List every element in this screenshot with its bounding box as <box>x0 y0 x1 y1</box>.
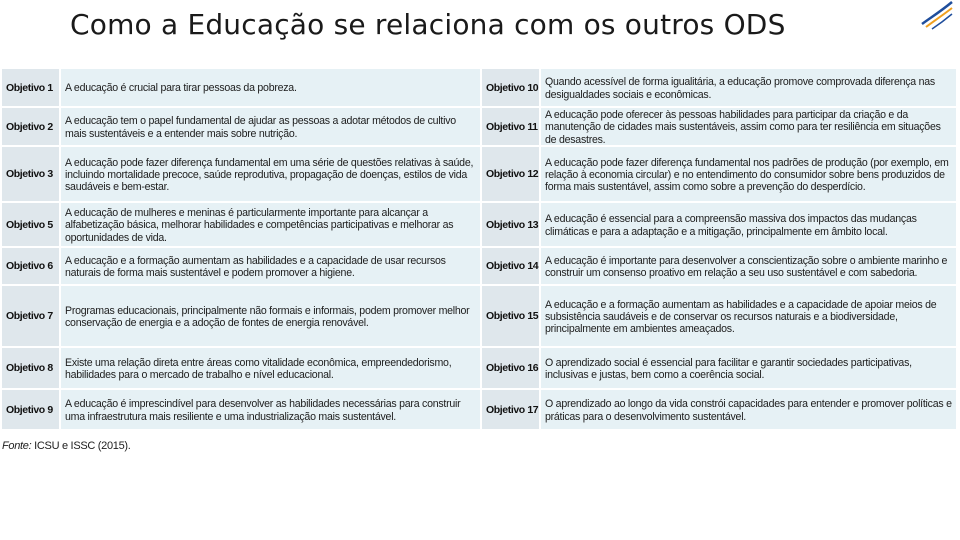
objective-text: Existe uma relação direta entre áreas como vitalidade econômica, empreendedorismo, habilidades para o mercado de trabalho e nível educacional. <box>59 348 480 390</box>
table-row <box>482 203 956 248</box>
table-row <box>482 147 956 203</box>
table-row <box>482 286 956 348</box>
table-row <box>482 108 956 147</box>
page-title: Como a Educação se relaciona com os outros ODS <box>70 8 786 41</box>
objective-label: Objetivo 13 <box>482 203 539 248</box>
table-row <box>2 69 480 108</box>
table-row <box>2 286 480 348</box>
objective-text: A educação é essencial para a compreensão massiva dos impactos das mudanças climáticas e para a adaptação e a mitigação, principalmente em âmbito local. <box>539 203 956 248</box>
objective-text: A educação tem o papel fundamental de ajudar as pessoas a adotar métodos de cultivo mais sustentáveis e a entender mais sobre nutrição. <box>59 108 480 147</box>
objective-text: A educação pode oferecer às pessoas habilidades para participar da criação e da manutenção de cidades mais sustentáveis, assim como para ter resiliência em situações de desastres. <box>539 108 956 147</box>
table-row <box>482 348 956 390</box>
table-row <box>482 69 956 108</box>
objective-text: A educação e a formação aumentam as habilidades e a capacidade de apoiar meios de subsistência saudáveis e de conservar os recursos naturais e a biodiversidade, principalmente em ambientes ameaçados. <box>539 286 956 348</box>
objective-text: Quando acessível de forma igualitária, a educação promove comprovada diferença nas desigualdades sociais e econômicas. <box>539 69 956 108</box>
objective-label: Objetivo 14 <box>482 248 539 286</box>
source-note <box>2 440 131 452</box>
objective-label: Objetivo 12 <box>482 147 539 203</box>
table-row <box>482 248 956 286</box>
objective-label: Objetivo 6 <box>2 248 59 286</box>
objective-text: A educação é imprescindível para desenvolver as habilidades necessárias para construir uma infraestrutura mais resiliente e uma industrialização mais sustentável. <box>59 390 480 431</box>
table-row <box>2 147 480 203</box>
objective-text: Programas educacionais, principalmente não formais e informais, podem promover melhor conservação de energia e a adoção de fontes de energia renovável. <box>59 286 480 348</box>
objective-text: A educação é crucial para tirar pessoas da pobreza. <box>59 69 480 108</box>
objective-label: Objetivo 1 <box>2 69 59 108</box>
table-row <box>2 108 480 147</box>
table-row <box>482 390 956 431</box>
objective-text: A educação pode fazer diferença fundamental em uma série de questões relativas à saúde, incluindo mortalidade precoce, saúde reprodutiva, propagação de doenças, estilos de vida saudáveis e bem-estar. <box>59 147 480 203</box>
objective-label: Objetivo 8 <box>2 348 59 390</box>
objective-label: Objetivo 16 <box>482 348 539 390</box>
objective-text: A educação e a formação aumentam as habilidades e a capacidade de usar recursos naturais de forma mais sustentável e podem promover a higiene. <box>59 248 480 286</box>
objective-text: A educação de mulheres e meninas é particularmente importante para alcançar a alfabetização básica, melhorar habilidades e competências participativas e melhorar as oportunidades de vida. <box>59 203 480 248</box>
objective-label: Objetivo 9 <box>2 390 59 431</box>
objective-label: Objetivo 2 <box>2 108 59 147</box>
objective-label: Objetivo 17 <box>482 390 539 431</box>
objective-label: Objetivo 10 <box>482 69 539 108</box>
objective-label: Objetivo 11 <box>482 108 539 147</box>
objective-label: Objetivo 5 <box>2 203 59 248</box>
objective-label: Objetivo 3 <box>2 147 59 203</box>
objective-text: O aprendizado social é essencial para facilitar e garantir sociedades participativas, inclusivas e justas, bem como a coerência social. <box>539 348 956 390</box>
table-row <box>2 348 480 390</box>
objective-label: Objetivo 15 <box>482 286 539 348</box>
logo-icon <box>918 0 954 30</box>
table-row <box>2 203 480 248</box>
objective-label: Objetivo 7 <box>2 286 59 348</box>
ods-table <box>2 69 956 431</box>
objective-text: A educação é importante para desenvolver a conscientização sobre o ambiente marinho e construir um consenso proativo em relação a seu uso sustentável e com sabedoria. <box>539 248 956 286</box>
table-row <box>2 390 480 431</box>
source-text: ICSU e ISSC (2015). <box>31 440 131 452</box>
source-prefix: Fonte: <box>2 440 32 452</box>
table-row <box>2 248 480 286</box>
objective-text: O aprendizado ao longo da vida constrói capacidades para entender e promover políticas e práticas para o desenvolvimento sustentável. <box>539 390 956 431</box>
objective-text: A educação pode fazer diferença fundamental nos padrões de produção (por exemplo, em relação à economia circular) e no entendimento do consumidor sobre bens produzidos de forma mais sustentável, assim como sobre a prevenção do desperdício. <box>539 147 956 203</box>
